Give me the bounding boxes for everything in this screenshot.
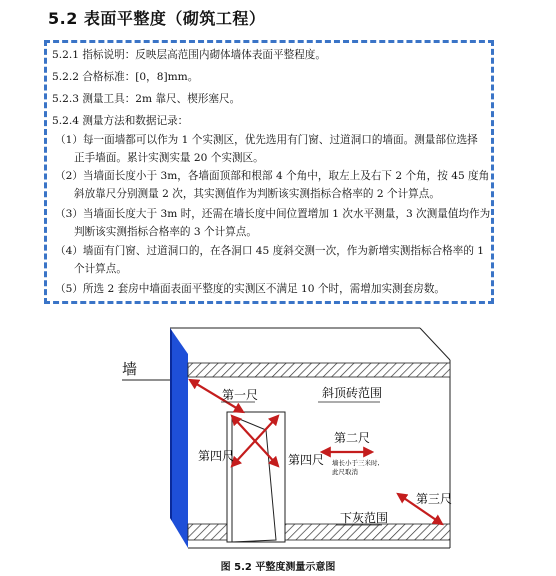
measurement-diagram xyxy=(110,318,455,553)
spec-qualification-standard: 5.2.2 合格标准：[0，8]mm。 xyxy=(52,71,199,83)
section-number: 5.2 xyxy=(48,9,78,28)
ruler-4-label-left: 第四尺 xyxy=(198,449,235,463)
ruler-2-note-line-1: 墙长小于三米时, xyxy=(332,459,380,467)
spec-item-4: （4）墙面有门窗、过道洞口的，在各洞口 45 度斜交测一次，作为新增实测指标合格率的 1 xyxy=(55,245,485,257)
spec-item-3-cont: 判断该实测指标合格率的 3 个计算点。 xyxy=(74,226,257,238)
top-hatched-band xyxy=(188,363,450,377)
ruler-4-label-right: 第四尺 xyxy=(288,453,325,467)
specification-box xyxy=(44,40,494,304)
spec-item-2-cont: 斜放靠尺分别测量 2 次，其实测值作为判断该实测指标合格率的 2 个计算点。 xyxy=(74,188,440,200)
wall-label: 墙 xyxy=(122,360,138,378)
spec-measuring-tools: 5.2.3 测量工具：2m 靠尺、楔形塞尺。 xyxy=(52,93,241,105)
spec-item-3: （3）当墙面长度大于 3m 时，还需在墙长度中间位置增加 1 次水平测量，3 次测量值均作为 xyxy=(55,208,491,220)
section-heading xyxy=(48,6,265,29)
section-title: 表面平整度（砌筑工程） xyxy=(83,9,266,28)
ruler-2-note-line-2: 此尺取消 xyxy=(332,468,358,476)
ruler-3-label: 第三尺 xyxy=(416,492,453,506)
spec-indicator-description: 5.2.1 指标说明：反映层高范围内砌体墙体表面平整程度。 xyxy=(52,49,326,61)
wall-slab xyxy=(170,328,188,548)
ruler-1-label: 第一尺 xyxy=(222,388,259,402)
spec-item-5: （5）所选 2 套房中墙面表面平整度的实测区不满足 10 个时，需增加实测套房数。 xyxy=(55,283,446,295)
spec-item-1: （1）每一面墙都可以作为 1 个实测区，优先选用有门窗、过道洞口的墙面。测量部位选择 xyxy=(55,134,478,146)
spec-item-2: （2）当墙面长度小于 3m，各墙面顶部和根部 4 个角中，取左上及右下 2 个角，按 45 度角 xyxy=(55,170,490,182)
ruler-2-label: 第二尺 xyxy=(334,431,371,445)
spec-item-4-cont: 个计算点。 xyxy=(74,263,127,275)
wall-right-top-edge xyxy=(420,328,450,360)
wall-slab-edge xyxy=(170,328,172,521)
bottom-zone-label: 下灰范围 xyxy=(340,511,389,525)
figure-caption: 图 5.2 平整度测量示意图 xyxy=(220,562,336,573)
spec-method-heading: 5.2.4 测量方法和数据记录： xyxy=(52,115,189,127)
top-zone-label: 斜顶砖范围 xyxy=(322,386,383,400)
spec-item-1-cont: 正手墙面。累计实测实量 20 个实测区。 xyxy=(74,152,264,164)
